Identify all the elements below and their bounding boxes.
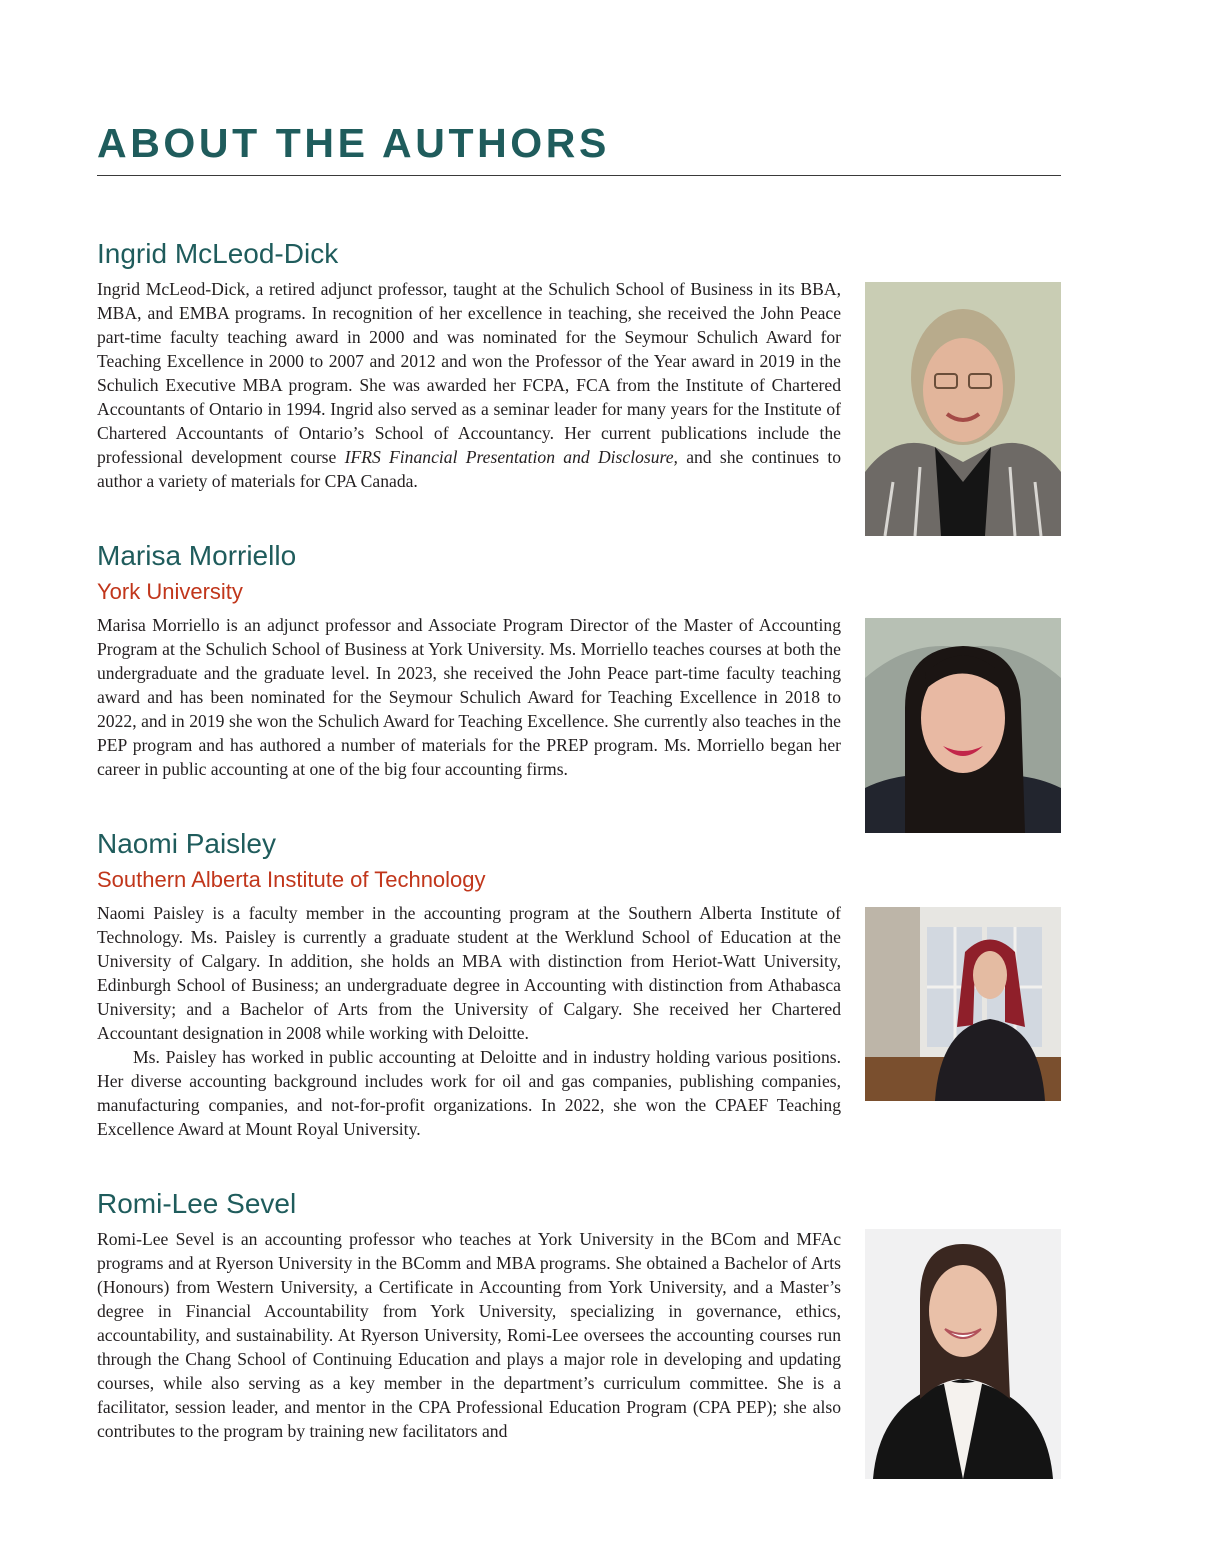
author-photo-romi-lee bbox=[865, 1229, 1061, 1479]
author-name-naomi: Naomi Paisley bbox=[97, 828, 276, 859]
author-bio-romi-lee bbox=[97, 1227, 841, 1443]
bio-text: Ingrid McLeod-Dick, a retired adjunct professor, taught at the Schulich School of Business in its BBA, MBA, and EMBA programs. In recognition of her excellence in teaching, she received the John Peace part-time faculty teaching award in 2000 and was nominated for the Seymour Schulich Award for Teaching Excellence in 2000 to 2007 and 2012 and won the Professor of the Year award in 2019 in the Schulich Executive MBA program. She was awarded her FCPA, FCA from the Institute of Chartered Accountants of Ontario in 1994. Ingrid also served as a seminar leader for many years for the Institute of Chartered Accountants of Ontario’s School of Accountancy. Her current publications include the professional development course bbox=[97, 279, 841, 467]
bio-paragraph: Ms. Paisley has worked in public accounting at Deloitte and in industry holding various positions. Her diverse accounting background includes work for oil and gas companies, publishing companies, manufacturing companies, and not-for-profit organizations. In 2022, she won the CPAEF Teaching Excellence Award at Mount Royal University. bbox=[97, 1047, 841, 1139]
author-affiliation-marisa: York University bbox=[97, 579, 243, 604]
title-divider bbox=[97, 175, 1061, 176]
portrait-photo-icon bbox=[865, 907, 1061, 1101]
author-bio-marisa bbox=[97, 613, 841, 781]
course-title: IFRS Financial Presentation and Disclosure, bbox=[344, 447, 678, 467]
author-photo-naomi bbox=[865, 907, 1061, 1101]
author-name-marisa: Marisa Morriello bbox=[97, 540, 297, 571]
author-bio-ingrid bbox=[97, 277, 841, 493]
author-name-romi-lee: Romi-Lee Sevel bbox=[97, 1188, 297, 1219]
portrait-photo-icon bbox=[865, 618, 1061, 833]
bio-paragraph: Naomi Paisley is a faculty member in the accounting program at the Southern Alberta Institute of Technology. Ms. Paisley is currently a graduate student at the Werklund School of Education at the University of Calgary. In addition, she holds an MBA with distinction from Heriot-Watt University, Edinburgh School of Business; an undergraduate degree in Accounting with distinction from Athabasca University; and a Bachelor of Arts from the University of Calgary. She received her Chartered Accountant designation in 2008 while working with Deloitte. bbox=[97, 903, 841, 1043]
portrait-photo-icon bbox=[865, 282, 1061, 536]
page-title: ABOUT THE AUTHORS bbox=[97, 120, 610, 166]
bio-text: and she continues to author a variety of materials for CPA Canada. bbox=[97, 447, 842, 491]
author-affiliation-naomi: Southern Alberta Institute of Technology bbox=[97, 867, 486, 892]
bio-text: Marisa Morriello is an adjunct professor and Associate Program Director of the Master of Accounting Program at the Schulich School of Business at York University. Ms. Morriello teaches courses at both the undergraduate and the graduate level. In 2023, she received the John Peace part-time faculty teaching award and has been nominated for the Seymour Schulich Award for Teaching Excellence in 2018 to 2022, and in 2019 she won the Schulich Award for Teaching Excellence. She currently also teaches in the PEP program and has authored a number of materials for the PREP program. Ms. Morriello began her career in public accounting at one of the big four accounting firms. bbox=[97, 615, 841, 779]
author-photo-ingrid bbox=[865, 282, 1061, 536]
portrait-photo-icon bbox=[865, 1229, 1061, 1479]
author-name-ingrid: Ingrid McLeod-Dick bbox=[97, 238, 339, 269]
author-bio-naomi bbox=[97, 901, 841, 1141]
bio-text: Romi-Lee Sevel is an accounting professor who teaches at York University in the BCom and MFAc programs and at Ryerson University in the BComm and MBA programs. She obtained a Bachelor of Arts (Honours) from Western University, a Certificate in Accounting from York University, and a Master’s degree in Financial Accountability from York University, specializing in governance, ethics, accountability, and sustainability. At Ryerson University, Romi-Lee oversees the accounting courses run through the Chang School of Continuing Education and plays a major role in developing and updating courses, while also serving as a key member in the department’s curriculum committee. She is a facilitator, session leader, and mentor in the CPA Professional Education Program (CPA PEP); she also contributes to the program by training new facilitators and bbox=[97, 1229, 841, 1441]
author-photo-marisa bbox=[865, 618, 1061, 833]
